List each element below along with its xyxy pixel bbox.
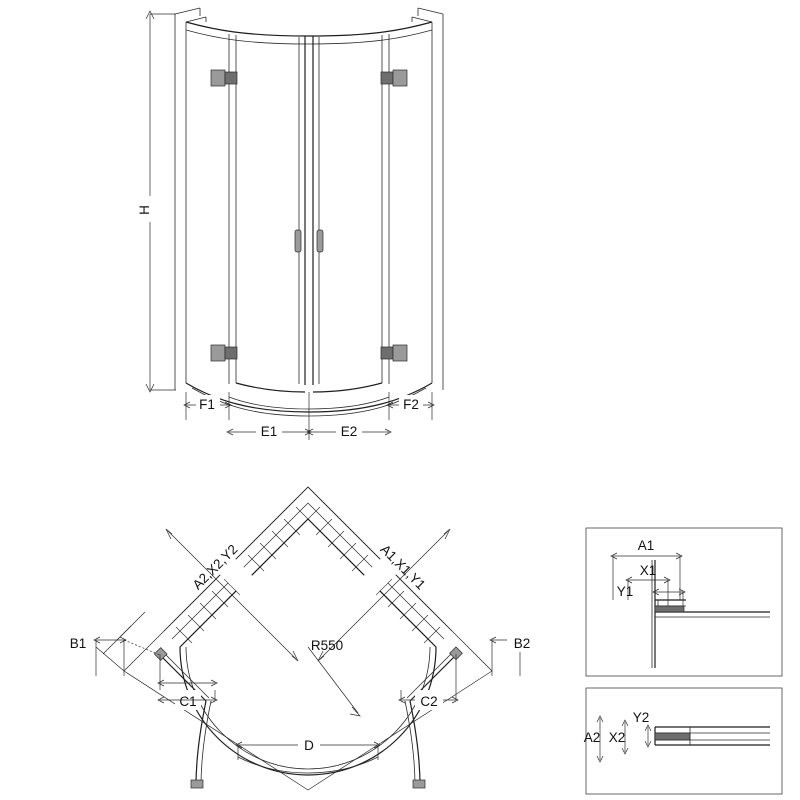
label-detail-y1: Y1: [616, 584, 634, 599]
detail-dimension-y1: [617, 584, 685, 606]
elevation-right-side-panel: [412, 8, 443, 390]
detail-dimension-a2: [584, 716, 603, 762]
plan-view: [63, 487, 537, 790]
dimension-height: [132, 11, 176, 392]
label-f2: F2: [403, 397, 419, 412]
label-detail-a2: A2: [583, 730, 601, 745]
dimension-b2: [490, 632, 537, 676]
hinge-right-top: [381, 70, 407, 86]
hinge-right-bottom: [381, 345, 407, 361]
label-d: D: [304, 738, 314, 753]
front-elevation-view: [132, 8, 443, 440]
label-e1: E1: [260, 424, 278, 439]
handle-right: [317, 230, 323, 252]
hinge-left-bottom: [211, 345, 237, 361]
label-r550: R550: [310, 638, 344, 653]
detail-dimension-x2: [609, 720, 628, 754]
label-detail-y2: Y2: [632, 710, 650, 725]
elevation-left-side-panel: [175, 8, 206, 390]
label-a2x2y2: A2,X2,Y2: [189, 541, 241, 593]
elevation-door-right: [313, 34, 389, 392]
label-a1x1y1: A1,X1,Y1: [377, 541, 429, 593]
label-detail-x2: X2: [608, 730, 626, 745]
profile-detail-bottom: [584, 688, 782, 794]
dimension-d: [236, 735, 380, 760]
label-e2: E2: [340, 424, 358, 439]
label-b1: B1: [69, 636, 87, 651]
plan-door-swing-right: [405, 701, 425, 788]
dimension-plan-left-side: [166, 506, 298, 661]
label-c1: C1: [179, 694, 197, 709]
label-b2: B2: [513, 636, 531, 651]
plan-door-swing-left: [191, 701, 211, 788]
profile-detail-top: [586, 528, 782, 676]
elevation-door-left: [229, 34, 305, 392]
dimension-b1: [63, 612, 160, 676]
label-h: H: [137, 205, 152, 215]
hinge-left-top: [211, 70, 237, 86]
label-detail-a1: A1: [637, 538, 655, 553]
label-detail-x1: X1: [639, 563, 657, 578]
label-f1: F1: [199, 397, 215, 412]
detail-dimension-y2: [633, 710, 651, 747]
handle-left: [295, 230, 301, 252]
label-c2: C2: [420, 694, 438, 709]
dimension-radius: [308, 638, 360, 716]
